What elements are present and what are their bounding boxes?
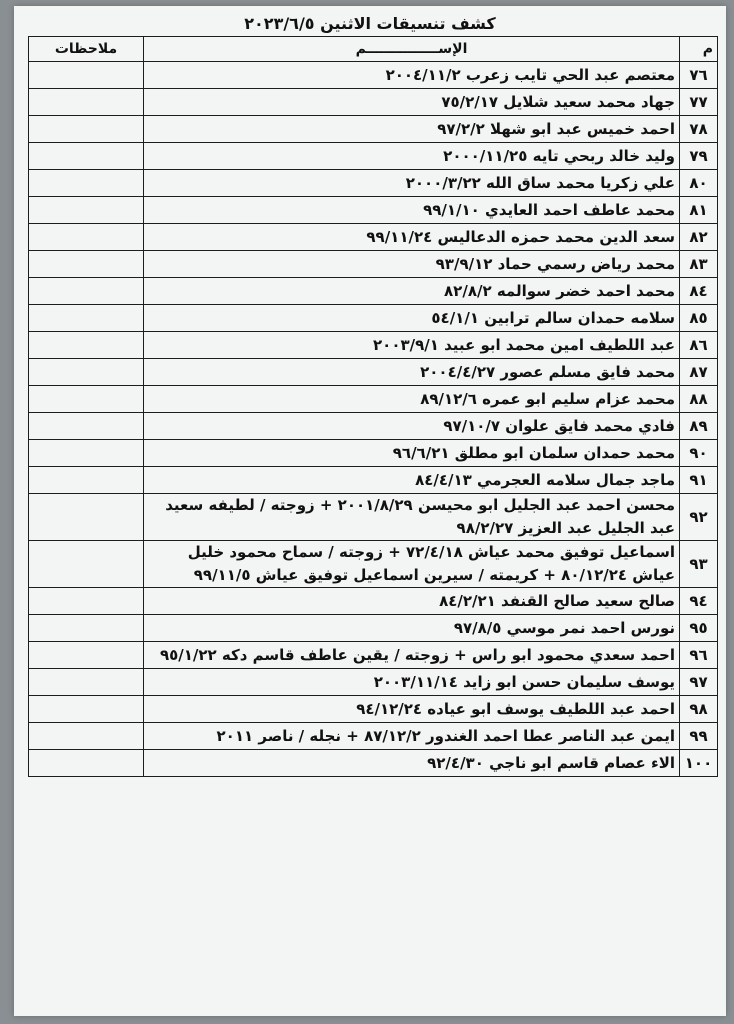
row-number: ٩٧	[680, 669, 718, 696]
row-name-line: نورس احمد نمر موسي ٩٧/٨/٥	[453, 619, 675, 637]
table-row	[29, 278, 718, 305]
row-name-cell	[144, 440, 680, 467]
row-number: ٨١	[680, 197, 718, 224]
table-row	[29, 615, 718, 642]
table-row	[29, 251, 718, 278]
row-notes-cell	[29, 494, 144, 541]
row-name-line: احمد عبد اللطيف يوسف ابو عياده ٩٤/١٢/٢٤	[356, 700, 675, 718]
row-number: ٨٩	[680, 413, 718, 440]
row-notes-cell	[29, 251, 144, 278]
row-name-cell	[144, 696, 680, 723]
row-name-cell	[144, 642, 680, 669]
table-row	[29, 62, 718, 89]
row-name-line: سلامه حمدان سالم ترابين ٥٤/١/١	[431, 309, 675, 327]
row-notes-cell	[29, 440, 144, 467]
document-title: كشف تنسيقات الاثنين ٢٠٢٣/٦/٥	[244, 14, 496, 33]
row-name-line: فادي محمد فايق علوان ٩٧/١٠/٧	[443, 417, 675, 435]
table-row	[29, 440, 718, 467]
table-row	[29, 494, 718, 541]
row-notes-cell	[29, 588, 144, 615]
row-name-cell	[144, 615, 680, 642]
row-number: ٩٩	[680, 723, 718, 750]
row-name-line: علي زكريا محمد ساق الله ٢٠٠٠/٣/٢٢	[405, 174, 675, 192]
row-number: ٨٣	[680, 251, 718, 278]
row-number: ٩٦	[680, 642, 718, 669]
row-name-cell	[144, 62, 680, 89]
row-name-cell	[144, 305, 680, 332]
table-row	[29, 332, 718, 359]
row-notes-cell	[29, 305, 144, 332]
row-name-line: محمد حمدان سلمان ابو مطلق ٩٦/٦/٢١	[392, 444, 675, 462]
row-name-line: عياش ٨٠/١٢/٢٤ + كريمته / سيرين اسماعيل توفيق عياش ٩٩/١١/٥	[193, 566, 675, 584]
row-name-cell	[144, 359, 680, 386]
row-number: ٩٥	[680, 615, 718, 642]
row-number: ٨٦	[680, 332, 718, 359]
row-notes-cell	[29, 467, 144, 494]
row-name-cell	[144, 278, 680, 305]
row-notes-cell	[29, 696, 144, 723]
row-name-line: اسماعيل توفيق محمد عياش ٧٢/٤/١٨ + زوجته / سماح محمود خليل	[187, 543, 675, 561]
table-row	[29, 541, 718, 588]
row-name-cell	[144, 588, 680, 615]
row-number: ٧٨	[680, 116, 718, 143]
table-header-row	[29, 37, 718, 62]
header-number: م	[680, 37, 718, 62]
row-name-line: صالح سعيد صالح القنفد ٨٤/٢/٢١	[439, 592, 675, 610]
row-name-cell	[144, 467, 680, 494]
row-name-line: محمد عاطف احمد العايدي ٩٩/١/١٠	[423, 201, 675, 219]
row-name-line: احمد سعدي محمود ابو راس + زوجته / يقين عاطف قاسم دكه ٩٥/١/٢٢	[159, 646, 675, 664]
row-number: ٩٢	[680, 494, 718, 541]
row-notes-cell	[29, 278, 144, 305]
row-notes-cell	[29, 170, 144, 197]
row-name-line: ماجد جمال سلامه العجرمي ٨٤/٤/١٣	[415, 471, 675, 489]
row-notes-cell	[29, 750, 144, 777]
row-number: ٩١	[680, 467, 718, 494]
table-row	[29, 224, 718, 251]
row-number: ٩٨	[680, 696, 718, 723]
row-number: ٨٨	[680, 386, 718, 413]
header-notes: ملاحظات	[29, 37, 144, 62]
row-name-line: سعد الدين محمد حمزه الدعاليس ٩٩/١١/٢٤	[366, 228, 675, 246]
header-name: الإســـــــــــــــم	[144, 37, 680, 62]
row-name-line: احمد خميس عبد ابو شهلا ٩٧/٢/٢	[437, 120, 675, 138]
row-name-cell	[144, 197, 680, 224]
row-name-cell	[144, 332, 680, 359]
row-name-cell	[144, 750, 680, 777]
row-notes-cell	[29, 413, 144, 440]
row-notes-cell	[29, 89, 144, 116]
row-name-cell	[144, 224, 680, 251]
row-name-cell	[144, 669, 680, 696]
table-row	[29, 143, 718, 170]
row-name-line: عبد اللطيف امين محمد ابو عبيد ٢٠٠٣/٩/١	[373, 336, 675, 354]
table-row	[29, 197, 718, 224]
row-notes-cell	[29, 723, 144, 750]
table-row	[29, 588, 718, 615]
row-name-cell	[144, 116, 680, 143]
table-row	[29, 723, 718, 750]
row-name-line: محمد احمد خضر سوالمه ٨٢/٨/٢	[444, 282, 675, 300]
row-name-line: محمد رياض رسمي حماد ٩٣/٩/١٢	[435, 255, 675, 273]
row-number: ٩٤	[680, 588, 718, 615]
row-notes-cell	[29, 143, 144, 170]
row-name-cell	[144, 143, 680, 170]
row-number: ٨٢	[680, 224, 718, 251]
row-name-line: معتصم عبد الحي تايب زعرب ٢٠٠٤/١١/٢	[385, 66, 675, 84]
row-notes-cell	[29, 359, 144, 386]
table-row	[29, 413, 718, 440]
table-row	[29, 170, 718, 197]
row-number: ٧٩	[680, 143, 718, 170]
row-name-cell	[144, 723, 680, 750]
table-row	[29, 89, 718, 116]
table-row	[29, 386, 718, 413]
row-number: ١٠٠	[680, 750, 718, 777]
row-number: ٩٠	[680, 440, 718, 467]
row-name-line: محمد فايق مسلم عصور ٢٠٠٤/٤/٢٧	[420, 363, 675, 381]
row-number: ٩٣	[680, 541, 718, 588]
row-notes-cell	[29, 224, 144, 251]
row-number: ٨٠	[680, 170, 718, 197]
row-name-cell	[144, 170, 680, 197]
row-name-line: عبد الجليل عبد العزيز ٩٨/٢/٢٧	[456, 519, 675, 537]
row-number: ٨٤	[680, 278, 718, 305]
row-name-line: ايمن عبد الناصر عطا احمد الغندور ٨٧/١٢/٢ + نجله / ناصر ٢٠١١	[216, 727, 675, 745]
row-number: ٧٧	[680, 89, 718, 116]
table-row	[29, 116, 718, 143]
row-notes-cell	[29, 541, 144, 588]
row-name-cell	[144, 413, 680, 440]
row-notes-cell	[29, 62, 144, 89]
table-row	[29, 305, 718, 332]
table-row	[29, 467, 718, 494]
row-name-cell	[144, 541, 680, 588]
row-notes-cell	[29, 386, 144, 413]
row-name-cell	[144, 386, 680, 413]
row-number: ٧٦	[680, 62, 718, 89]
row-name-line: وليد خالد ربحي تايه ٢٠٠٠/١١/٢٥	[443, 147, 675, 165]
row-number: ٨٧	[680, 359, 718, 386]
row-notes-cell	[29, 669, 144, 696]
row-notes-cell	[29, 615, 144, 642]
table-row	[29, 642, 718, 669]
table-row	[29, 359, 718, 386]
row-name-line: محمد عزام سليم ابو عمره ٨٩/١٢/٦	[420, 390, 675, 408]
row-name-line: يوسف سليمان حسن ابو زايد ٢٠٠٣/١١/١٤	[373, 673, 675, 691]
table-row	[29, 696, 718, 723]
table-row	[29, 750, 718, 777]
table-row	[29, 669, 718, 696]
row-name-cell	[144, 494, 680, 541]
row-number: ٨٥	[680, 305, 718, 332]
row-name-line: جهاد محمد سعيد شلايل ٧٥/٢/١٧	[441, 93, 675, 111]
document-page	[14, 6, 726, 1016]
names-table	[28, 36, 718, 777]
row-notes-cell	[29, 642, 144, 669]
row-notes-cell	[29, 197, 144, 224]
row-name-line: محسن احمد عبد الجليل ابو محيسن ٢٠٠١/٨/٢٩ + زوجته / لطيفه سعيد	[165, 496, 675, 514]
row-name-cell	[144, 89, 680, 116]
row-name-cell	[144, 251, 680, 278]
row-name-line: الاء عصام قاسم ابو ناجي ٩٢/٤/٣٠	[427, 754, 675, 772]
row-notes-cell	[29, 116, 144, 143]
row-notes-cell	[29, 332, 144, 359]
